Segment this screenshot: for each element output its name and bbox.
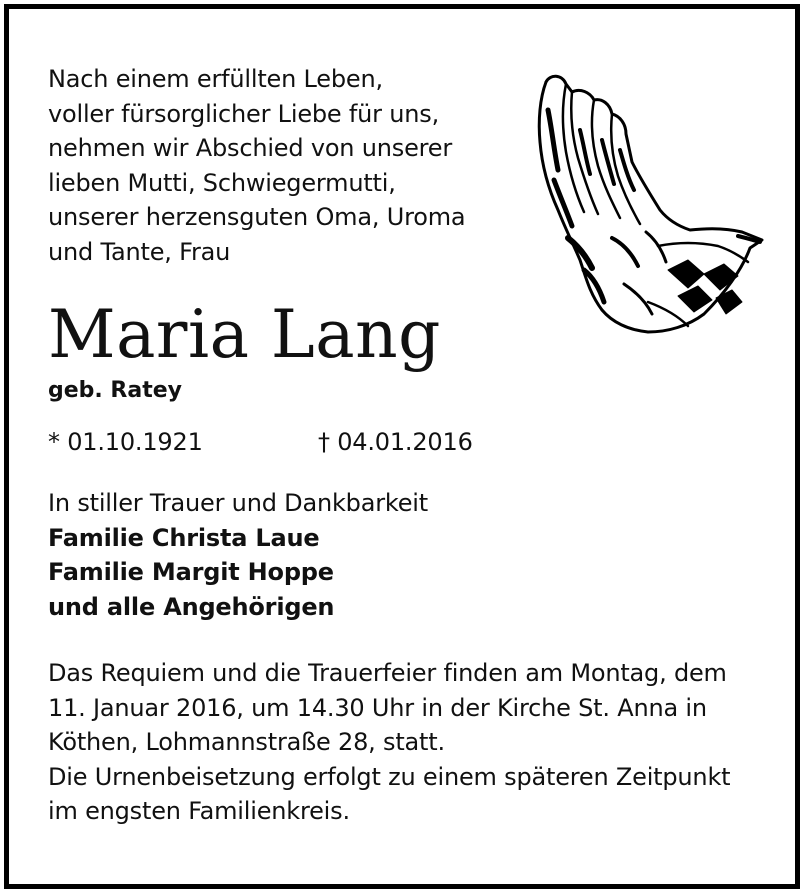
intro-text xyxy=(48,62,488,269)
intro-line: lieben Mutti, Schwiegermutti, xyxy=(48,168,396,197)
intro-line: voller fürsorglicher Liebe für uns, xyxy=(48,99,440,128)
deceased-name: Maria Lang xyxy=(48,296,441,373)
mourning-intro: In stiller Trauer und Dankbarkeit xyxy=(48,489,428,517)
notice-line: Köthen, Lohmannstraße 28, statt. xyxy=(48,728,445,756)
intro-line: unserer herzensguten Oma, Uroma xyxy=(48,203,466,231)
maiden-name: geb. Ratey xyxy=(48,378,182,403)
mourners-block xyxy=(48,486,528,624)
intro-line: Nach einem erfüllten Leben, xyxy=(48,65,383,93)
mourner-line: Familie Christa Laue xyxy=(48,523,320,552)
mourner-line: Familie Margit Hoppe xyxy=(48,558,334,586)
notice-line: 11. Januar 2016, um 14.30 Uhr in der Kirche St. Anna in xyxy=(48,693,707,722)
life-dates xyxy=(48,425,508,459)
notice-line: im engsten Familienkreis. xyxy=(48,797,350,825)
birth-date: * 01.10.1921 xyxy=(48,428,203,456)
intro-line: und Tante, Frau xyxy=(48,237,231,266)
praying-hands-icon xyxy=(528,70,772,336)
intro-line: nehmen wir Abschied von unserer xyxy=(48,134,453,162)
notice-line: Die Urnenbeisetzung erfolgt zu einem späteren Zeitpunkt xyxy=(48,762,731,791)
death-date: † 04.01.2016 xyxy=(318,428,473,456)
mourner-line: und alle Angehörigen xyxy=(48,592,335,621)
service-notice xyxy=(48,656,758,829)
notice-line: Das Requiem und die Trauerfeier finden am Montag, dem xyxy=(48,659,727,687)
